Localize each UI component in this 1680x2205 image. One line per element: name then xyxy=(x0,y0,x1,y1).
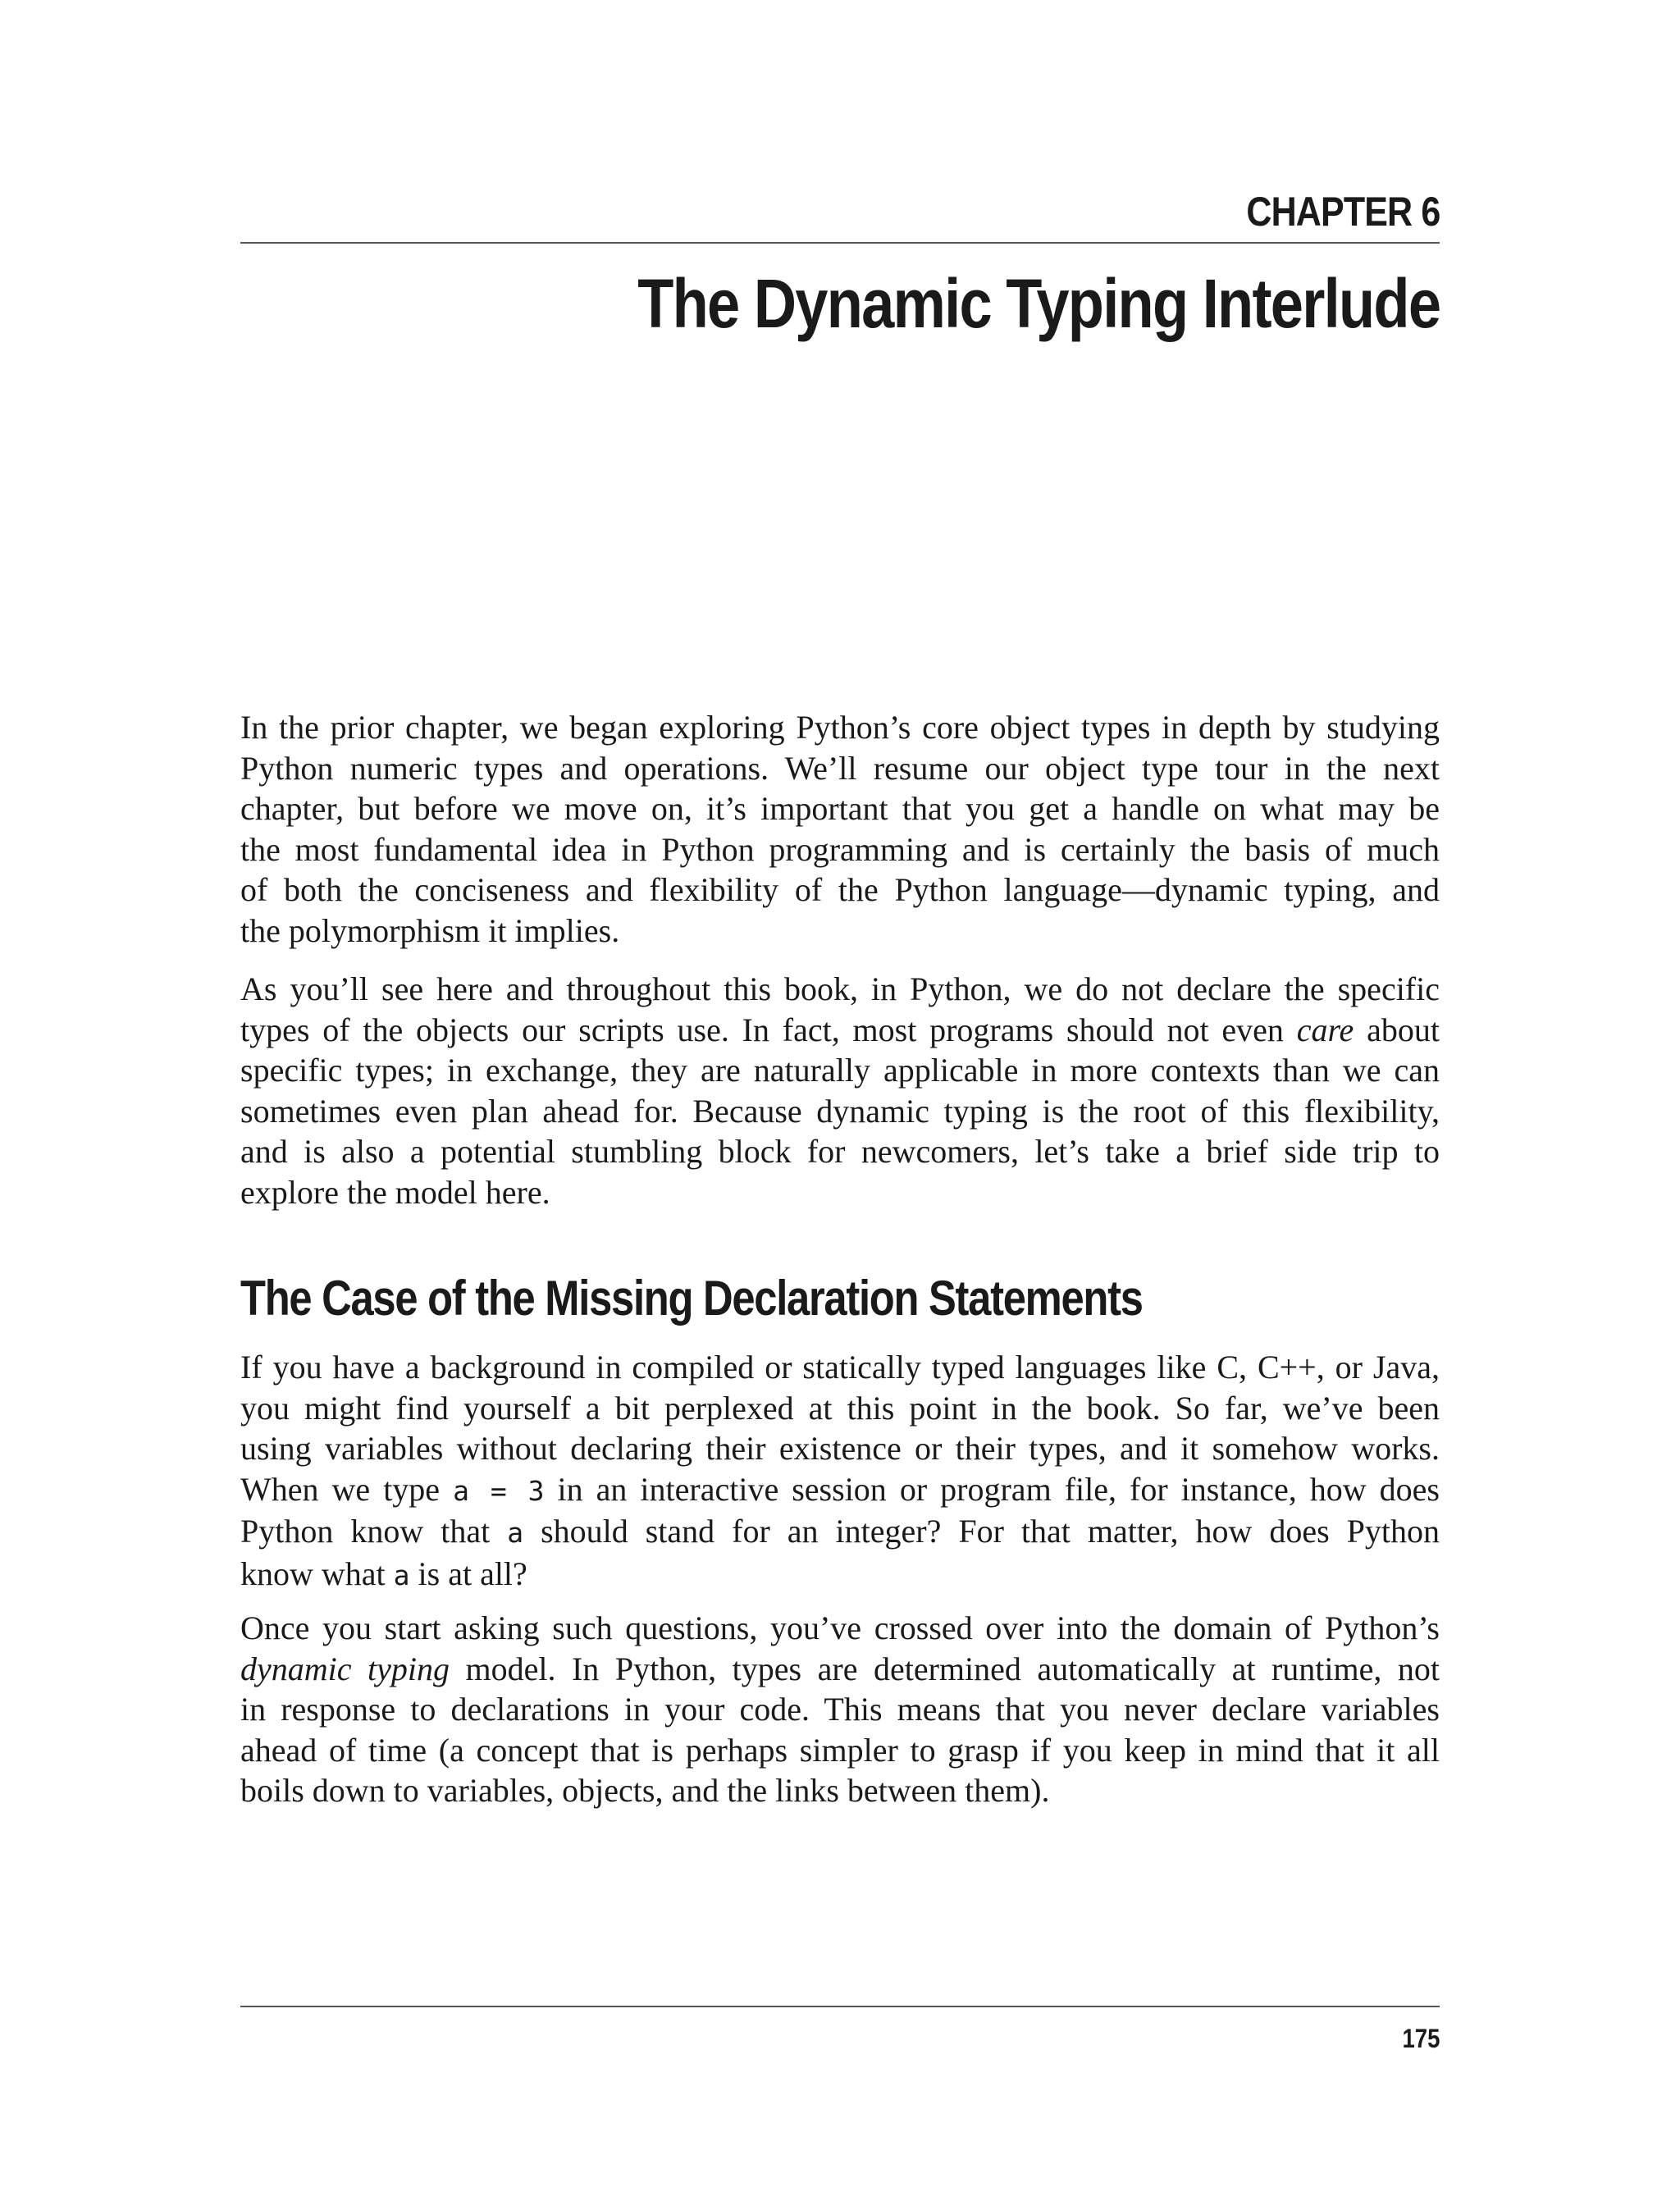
section-paragraph-1 xyxy=(240,1347,1440,1596)
text-line: in response to declarations in your code. This means that you never declare variables xyxy=(240,1691,1440,1728)
text-line: of both the conciseness and flexibility of the Python language—dynamic typing, and xyxy=(240,871,1440,908)
intro-paragraph-2 xyxy=(240,969,1440,1212)
text-line xyxy=(240,1010,1440,1051)
text-run: When we type xyxy=(240,1470,454,1508)
text-line: Once you start asking such questions, you’ve crossed over into the domain of Python’s xyxy=(240,1609,1440,1646)
text-run: is at all? xyxy=(409,1554,527,1592)
text-line: the polymorphism it implies. xyxy=(240,911,620,949)
text-line: using variables without declaring their existence or their types, and it somehow works. xyxy=(240,1430,1440,1467)
text-line: sometimes even plan ahead for. Because dynamic typing is the root of this flexibility, xyxy=(240,1092,1440,1130)
text-line xyxy=(240,1649,1440,1690)
chapter-title: The Dynamic Typing Interlude xyxy=(637,265,1440,342)
text-line: If you have a background in compiled or statically typed languages like C, C++, or Java, xyxy=(240,1349,1440,1386)
text-line: chapter, but before we move on, it’s important that you get a handle on what may be xyxy=(240,790,1440,827)
text-line: ahead of time (a concept that is perhaps simpler to grasp if you keep in mind that it all xyxy=(240,1731,1440,1769)
text-run: know what xyxy=(240,1554,394,1592)
text-run: model. In Python, types are determined automatically at runtime, not xyxy=(450,1650,1440,1687)
text-line: boils down to variables, objects, and the links between them). xyxy=(240,1772,1050,1809)
text-line: In the prior chapter, we began exploring Python’s core object types in depth by studying xyxy=(240,709,1440,746)
text-line xyxy=(240,1554,1440,1596)
section-paragraph-2 xyxy=(240,1608,1440,1811)
intro-paragraph-1 xyxy=(240,707,1440,951)
emphasis-dynamic-typing: dynamic typing xyxy=(240,1650,450,1687)
text-line: the most fundamental idea in Python programming and is certainly the basis of much xyxy=(240,830,1440,868)
text-line: and is also a potential stumbling block for newcomers, let’s take a brief side trip to xyxy=(240,1133,1440,1170)
text-line: As you’ll see here and throughout this book, in Python, we do not declare the specific xyxy=(240,970,1440,1007)
text-line xyxy=(240,1511,1440,1554)
text-run: types of the objects our scripts use. In fact, most programs should not even xyxy=(240,1011,1297,1048)
emphasis-care: care xyxy=(1296,1011,1354,1048)
text-run: in an interactive session or program file, for instance, how does xyxy=(544,1470,1440,1508)
inline-code: a xyxy=(507,1517,524,1549)
inline-code: a = 3 xyxy=(453,1474,545,1507)
chapter-label: CHAPTER 6 xyxy=(1246,189,1440,235)
text-run: about xyxy=(1354,1011,1440,1048)
footer-rule xyxy=(240,2006,1440,2007)
chapter-rule xyxy=(240,242,1440,244)
inline-code: a xyxy=(393,1559,410,1591)
section-heading: The Case of the Missing Declaration Statements xyxy=(240,1271,1143,1326)
text-line: explore the model here. xyxy=(240,1173,550,1211)
text-line: you might find yourself a bit perplexed at this point in the book. So far, we’ve been xyxy=(240,1389,1440,1427)
text-run: should stand for an integer? For that matter, how does Python xyxy=(523,1513,1440,1550)
page-number: 175 xyxy=(1402,2024,1440,2053)
text-run: Python know that xyxy=(240,1513,508,1550)
text-line: Python numeric types and operations. We’ll resume our object type tour in the next xyxy=(240,749,1440,787)
text-line: specific types; in exchange, they are naturally applicable in more contexts than we can xyxy=(240,1052,1440,1089)
text-line xyxy=(240,1469,1440,1512)
